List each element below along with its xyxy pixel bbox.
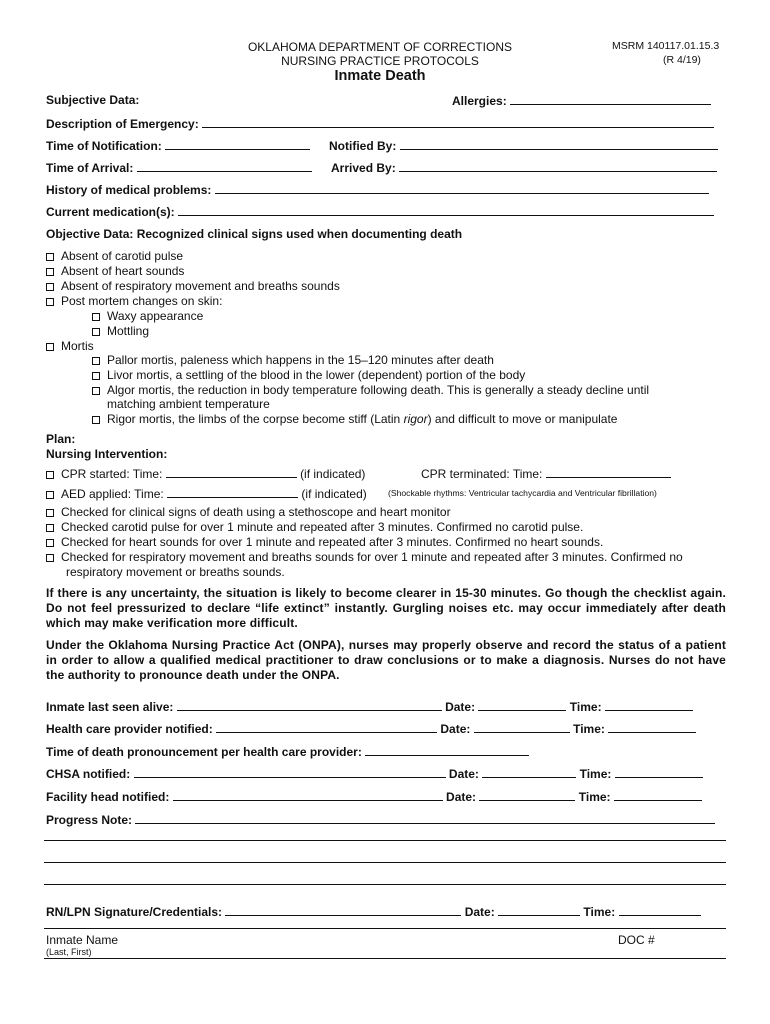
list-item[interactable]: Checked carotid pulse for over 1 minute and repeated after 3 minutes. Confirmed no carotid pulse.	[46, 520, 583, 534]
checkbox-icon[interactable]	[46, 524, 54, 532]
onpa-paragraph: Under the Oklahoma Nursing Practice Act (ONPA), nurses may properly observe and record the status of a patient in order to allow a qualified medical practitioner to draw conclusions or to make a diagnosis. Nurses do not have the authority to pronounce death under the ONPA.	[46, 638, 726, 682]
list-item-continuation: matching ambient temperature	[107, 397, 270, 411]
list-item[interactable]: Absent of carotid pulse	[46, 249, 183, 263]
form-number: MSRM 140117.01.15.3	[612, 40, 720, 52]
page-title: Inmate Death	[334, 68, 426, 84]
list-item[interactable]: Checked for respiratory movement and breaths sounds for over 1 minute and repeated after 3 minutes. Confirmed no	[46, 550, 683, 564]
notified-by-field[interactable]	[329, 138, 718, 153]
progress-note-line[interactable]	[44, 884, 726, 885]
notified-by-label: Notified By:	[329, 139, 397, 153]
history-label: History of medical problems:	[46, 183, 212, 197]
hcp-notified-field[interactable]: Health care provider notified: Date: Time:	[46, 721, 696, 736]
footer-bottom-line	[44, 958, 726, 959]
checkbox-icon[interactable]	[46, 283, 54, 291]
checkbox-icon[interactable]	[92, 416, 100, 424]
aed-note: (Shockable rhythms: Ventricular tachycardia and Ventricular fibrillation)	[388, 488, 657, 498]
medication-label: Current medication(s):	[46, 205, 175, 219]
list-item[interactable]: Checked for clinical signs of death using a stethoscope and heart monitor	[46, 505, 451, 519]
protocol-subtitle: NURSING PRACTICE PROTOCOLS	[281, 54, 479, 68]
arrived-by-label: Arrived By:	[331, 161, 396, 175]
time-arrival-field[interactable]	[46, 160, 312, 175]
uncertainty-paragraph: If there is any uncertainty, the situation is likely to become clearer in 15-30 minutes. Go though the checklist again. Do not feel pressurized to declare “life extinct” instantly. Gurgling noises etc. may occur immediately after death which may make verification more difficult.	[46, 586, 726, 630]
time-notification-field[interactable]	[46, 138, 310, 153]
facility-head-field[interactable]: Facility head notified: Date: Time:	[46, 789, 702, 804]
cpr-terminated-field[interactable]: CPR terminated: Time:	[421, 466, 671, 481]
time-notification-label: Time of Notification:	[46, 139, 162, 153]
list-item[interactable]: Waxy appearance	[92, 309, 203, 323]
list-item[interactable]: Mottling	[92, 324, 149, 338]
list-item[interactable]: Absent of respiratory movement and breaths sounds	[46, 279, 340, 293]
progress-note-line[interactable]	[44, 862, 726, 863]
arrived-by-field[interactable]	[331, 160, 717, 175]
revision-date: (R 4/19)	[663, 54, 701, 66]
list-item[interactable]: Absent of heart sounds	[46, 264, 184, 278]
checkbox-icon[interactable]	[46, 268, 54, 276]
list-item[interactable]: Checked for heart sounds for over 1 minute and repeated after 3 minutes. Confirmed no heart sounds.	[46, 535, 603, 549]
doc-number-label: DOC #	[618, 933, 655, 947]
objective-heading: Objective Data: Recognized clinical signs used when documenting death	[46, 227, 463, 241]
checkbox-icon[interactable]	[92, 387, 100, 395]
subjective-label: Subjective Data:	[46, 93, 140, 107]
list-item[interactable]: Post mortem changes on skin:	[46, 294, 222, 308]
progress-note-line[interactable]	[44, 840, 726, 841]
last-seen-field[interactable]: Inmate last seen alive: Date: Time:	[46, 699, 693, 714]
description-label: Description of Emergency:	[46, 117, 199, 131]
list-item[interactable]: Pallor mortis, paleness which happens in the 15–120 minutes after death	[92, 353, 494, 367]
checkbox-icon[interactable]	[92, 313, 100, 321]
footer-divider	[44, 928, 726, 929]
checkbox-icon[interactable]	[46, 509, 54, 517]
checkbox-icon[interactable]	[46, 298, 54, 306]
allergies-label: Allergies:	[452, 94, 507, 108]
death-time-field[interactable]: Time of death pronouncement per health care provider:	[46, 744, 529, 759]
checkbox-icon[interactable]	[92, 328, 100, 336]
intervention-label: Nursing Intervention:	[46, 447, 168, 461]
list-item[interactable]: Algor mortis, the reduction in body temperature following death. This is generally a steady decline until	[92, 383, 649, 397]
checkbox-icon[interactable]	[46, 491, 54, 499]
inmate-name-label: Inmate Name	[46, 933, 119, 947]
aed-applied-field[interactable]: AED applied: Time: (if indicated)	[46, 486, 367, 501]
allergies-field[interactable]	[452, 93, 711, 108]
list-item[interactable]: Rigor mortis, the limbs of the corpse become stiff (Latin rigor) and difficult to move or manipulate	[92, 412, 617, 426]
checkbox-icon[interactable]	[46, 539, 54, 547]
list-item-continuation: respiratory movement or breaths sounds.	[66, 565, 285, 579]
checkbox-icon[interactable]	[46, 554, 54, 562]
medication-field[interactable]	[46, 204, 714, 219]
time-arrival-label: Time of Arrival:	[46, 161, 134, 175]
cpr-started-field[interactable]: CPR started: Time: (if indicated)	[46, 466, 365, 481]
signature-field[interactable]: RN/LPN Signature/Credentials: Date: Time:	[46, 904, 701, 919]
checkbox-icon[interactable]	[46, 253, 54, 261]
list-item[interactable]: Livor mortis, a settling of the blood in the lower (dependent) portion of the body	[92, 368, 525, 382]
plan-label: Plan:	[46, 432, 76, 446]
checkbox-icon[interactable]	[46, 471, 54, 479]
history-field[interactable]	[46, 182, 709, 197]
name-format-label: (Last, First)	[46, 947, 92, 957]
description-field[interactable]	[46, 116, 714, 131]
agency-name: OKLAHOMA DEPARTMENT OF CORRECTIONS	[247, 40, 513, 54]
chsa-field[interactable]: CHSA notified: Date: Time:	[46, 766, 703, 781]
checkbox-icon[interactable]	[92, 372, 100, 380]
list-item[interactable]: Mortis	[46, 339, 94, 353]
checkbox-icon[interactable]	[46, 343, 54, 351]
checkbox-icon[interactable]	[92, 357, 100, 365]
progress-note-field[interactable]: Progress Note:	[46, 812, 715, 827]
